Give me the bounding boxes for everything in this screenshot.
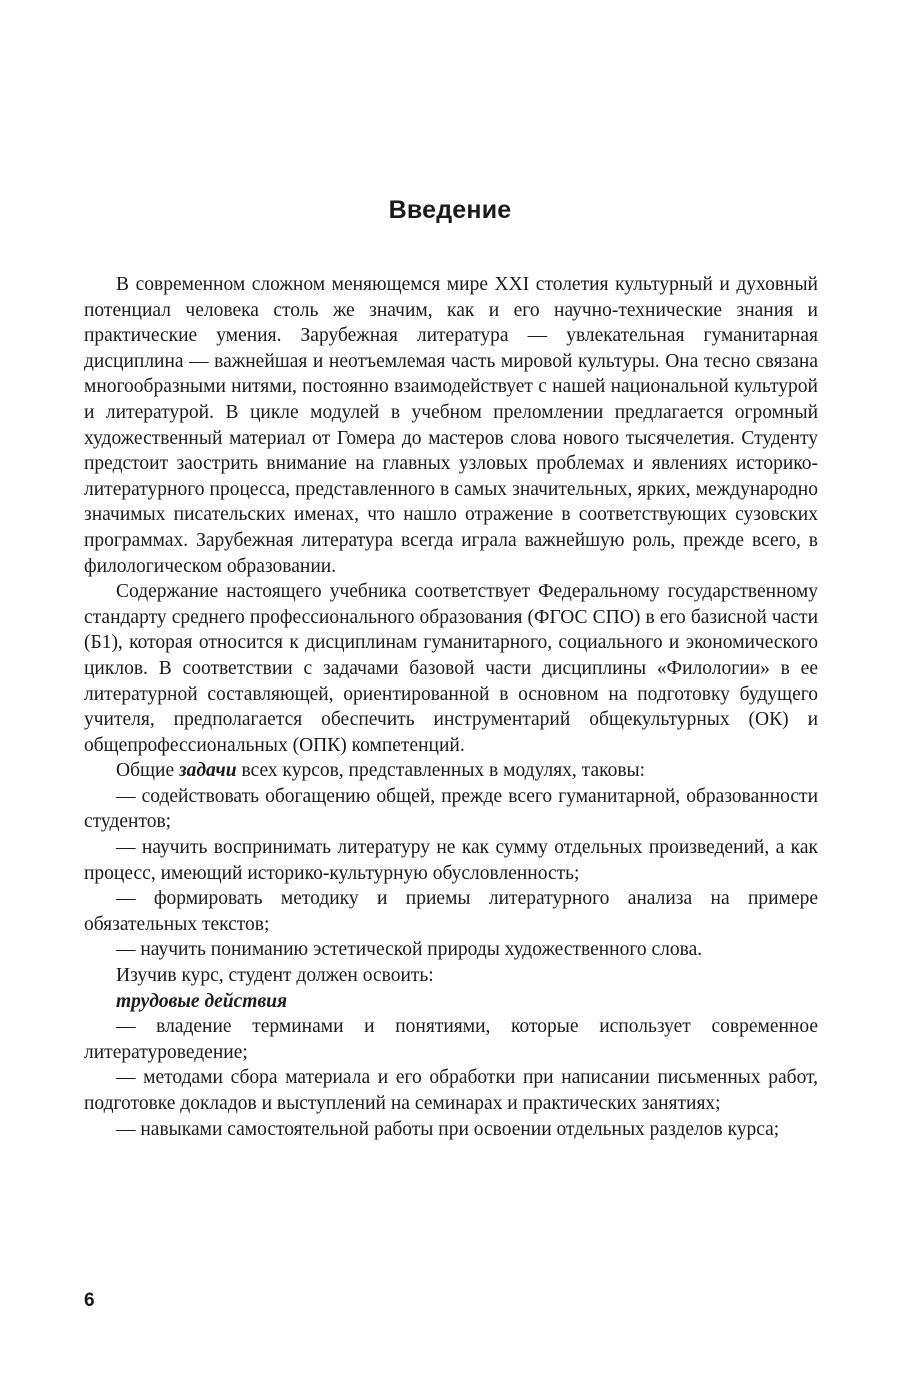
paragraph-intro: В современном сложном меняющемся мире XXI столетия культурный и духовный потенциал человека столь же значим, как и его научно-технические знания и практические умения. Зарубежная литература — увлекательная гуманитарная дисциплина — важнейшая и неотъемлемая часть мировой культуры. Она тесно связана многообразными нитями, постоянно взаимодействует с нашей национальной культурой и литературой. В цикле модулей в учебном преломлении предлагается огромный художественный материал от Гомера до мастеров слова нового тысячелетия. Студенту предстоит заострить внимание на главных узловых проблемах и явлениях историко-литературного процесса, представленного в самых значительных, ярких, международно значимых писательских именах, что нашло отражение в соответствующих сузовских программах. Зарубежная литература всегда играла важнейшую роль, прежде всего, в филологическом образовании. (84, 274, 818, 577)
action-item: — владение терминами и понятиями, которые использует современное литературоведение; (84, 1016, 818, 1063)
tasks-emphasis: задачи (179, 760, 237, 782)
page-number: 6 (84, 1290, 95, 1311)
actions-heading (84, 989, 818, 1015)
tasks-intro (84, 758, 818, 784)
task-item: — научить пониманию эстетической природы художественного слова. (116, 939, 703, 961)
chapter-heading: Введение (388, 196, 512, 224)
tasks-intro-after: всех курсов, представленных в модулях, таковы: (236, 760, 646, 782)
paragraph-standard: Содержание настоящего учебника соответствует Федеральному государственному стандарту среднего профессионального образования (ФГОС СПО) в его базисной части (Б1), которая относится к дисциплинам гуманитарного, социального и экономического циклов. В соответствии с задачами базовой части дисциплины «Филологии» в ее литературной составляющей, ориентированной в основном на подготовку будущего учителя, предполагается обеспечить инструментарий общекультурных (ОК) и общепрофессиональных (ОПК) компетенций. (84, 581, 818, 756)
actions-heading-text: трудовые действия (116, 990, 288, 1012)
task-item: — научить воспринимать литературу не как сумму отдельных произведений, а как процесс, имеющий историко-культурную обусловленность; (84, 837, 818, 884)
action-item: — методами сбора материала и его обработки при написании письменных работ, подготовке докладов и выступлений на семинарах и практических занятиях; (84, 1067, 818, 1114)
course-intro: Изучив курс, студент должен освоить: (116, 965, 434, 987)
action-item: — навыками самостоятельной работы при освоении отдельных разделов курса; (116, 1118, 780, 1140)
body-text (84, 272, 818, 1142)
task-item: — формировать методику и приемы литературного анализа на примере обязательных текстов; (84, 888, 818, 935)
task-item: — содействовать обогащению общей, прежде всего гуманитарной, образованности студентов; (84, 785, 818, 833)
tasks-intro-before: Общие (116, 760, 179, 782)
